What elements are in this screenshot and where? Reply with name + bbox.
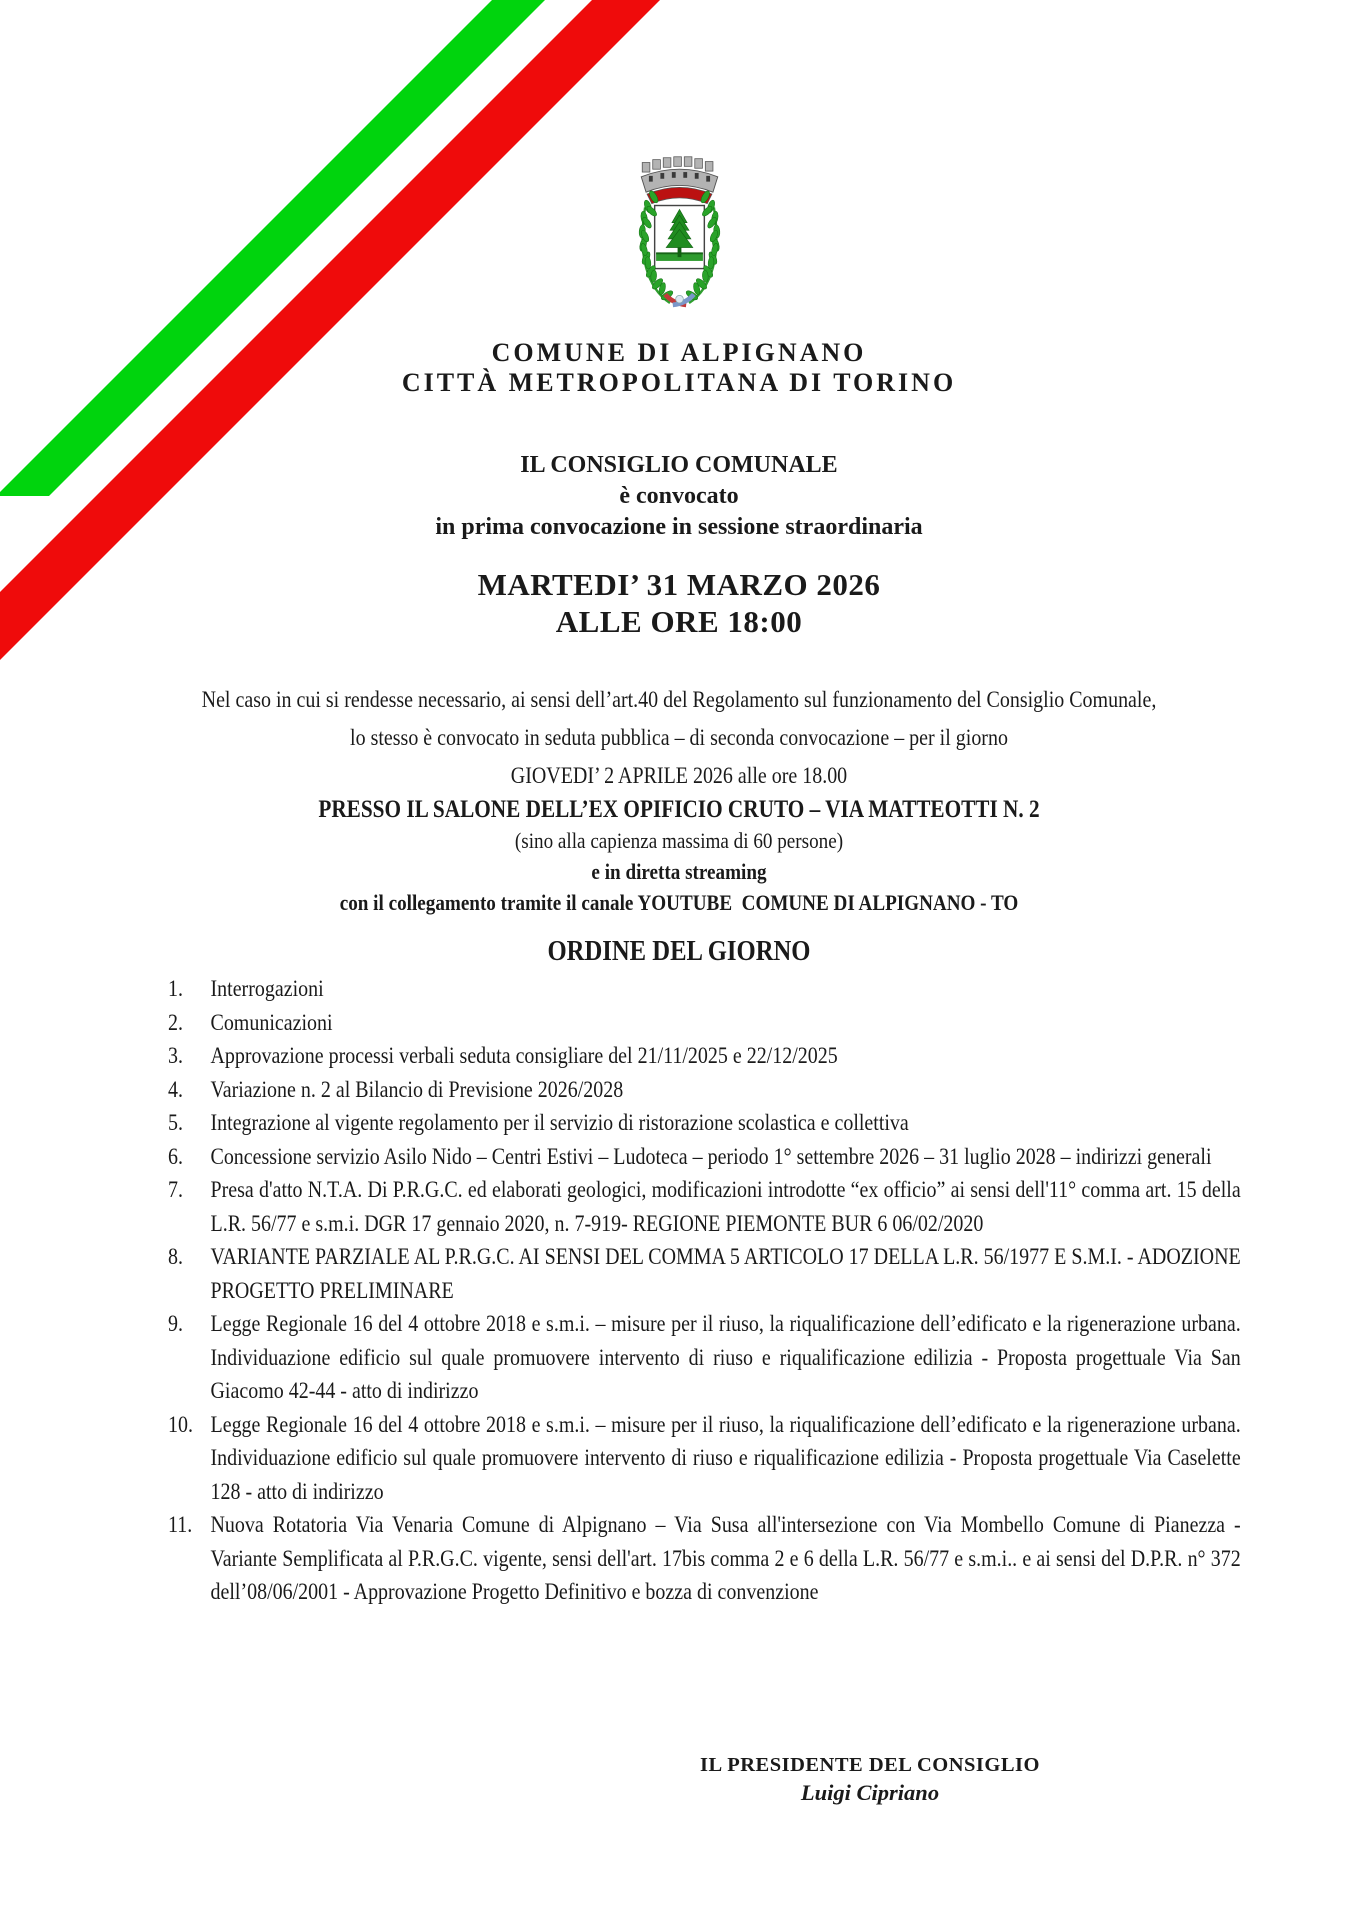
second-call-line: Nel caso in cui si rendesse necessario, ai sensi dell’art.40 del Regolamento sul funzionamento del Consiglio Comunale,	[201, 687, 1157, 713]
meeting-time: ALLE ORE 18:00	[555, 604, 803, 639]
agenda-item	[168, 1308, 1241, 1409]
agenda-item	[168, 1409, 1241, 1510]
agenda-item-text: Presa d'atto N.T.A. Di P.R.G.C. ed elaborati geologici, modificazioni introdotte “ex officio” ai sensi dell'11° comma art. 15 della L.R. 56/77 e s.m.i. DGR 17 gennaio 2020, n. 7-919- REGIONE PIEMONTE BUR 6 06/02/2020	[210, 1177, 1241, 1237]
second-call-date: GIOVEDI’ 2 APRILE 2026 alle ore 18.00	[510, 763, 848, 789]
shield-pine-tree-icon	[655, 206, 705, 269]
agenda-item	[168, 1241, 1241, 1308]
green-stripe	[0, 0, 545, 496]
agenda-item-text: Approvazione processi verbali seduta consigliare del 21/11/2025 e 22/12/2025	[210, 1043, 838, 1069]
agenda-item-number: 1.	[168, 976, 183, 1002]
agenda-item-text: VARIANTE PARZIALE AL P.R.G.C. AI SENSI DEL COMMA 5 ARTICOLO 17 DELLA L.R. 56/1977 E S.M.I. - ADOZIONE PROGETTO PRELIMINARE	[210, 1244, 1241, 1304]
streaming-note: e in diretta streaming	[591, 859, 767, 884]
second-call-line: lo stesso è convocato in seduta pubblica – di seconda convocazione – per il giorno	[350, 725, 1008, 751]
agenda-item-number: 9.	[168, 1311, 183, 1337]
council-title: IL CONSIGLIO COMUNALE	[520, 452, 838, 478]
session-type: in prima convocazione in sessione straordinaria	[435, 514, 923, 540]
venue-address: PRESSO IL SALONE DELL’EX OPIFICIO CRUTO – VIA MATTEOTTI N. 2	[318, 796, 1040, 823]
agenda-item-number: 4.	[168, 1076, 183, 1103]
agenda-item-number: 3.	[168, 1043, 183, 1069]
signatory-role: IL PRESIDENTE DEL CONSIGLIO	[700, 1754, 1040, 1776]
agenda-item-text: Interrogazioni	[210, 976, 324, 1002]
convocation-statement	[0, 450, 1358, 543]
agenda-item-number: 7.	[168, 1177, 183, 1203]
signatory-name: Luigi Cipriano	[800, 1780, 940, 1805]
agenda-title: ORDINE DEL GIORNO	[547, 935, 811, 967]
agenda-item-text: Comunicazioni	[210, 1009, 333, 1036]
meeting-date-heading	[0, 566, 1358, 640]
venue-capacity: (sino alla capienza massima di 60 persone)	[514, 828, 844, 853]
agenda-item-text: Legge Regionale 16 del 4 ottobre 2018 e s.m.i. – misure per il riuso, la riqualificazione dell’edificato e la rigenerazione urbana. Individuazione edificio sul quale promuovere intervento di riuso e riqualificazione edilizia - Proposta progettuale Via Caselette 128 - atto di indirizzo	[210, 1411, 1241, 1505]
agenda-item	[168, 1040, 1241, 1074]
agenda-item-text: Concessione servizio Asilo Nido – Centri Estivi – Ludoteca – periodo 1° settembre 2026 – 31 luglio 2028 – indirizzi generali	[210, 1143, 1212, 1170]
agenda-item-text: Nuova Rotatoria Via Venaria Comune di Alpignano – Via Susa all'intersezione con Via Mombello Comune di Pianezza - Variante Semplificata al P.R.G.C. vigente, sensi dell'art. 17bis comma 2 e 6 della L.R. 56/77 e s.m.i.. e ai sensi del D.P.R. n° 372 dell’08/06/2001 - Approvazione Progetto Definitivo e bozza di convenzione	[210, 1512, 1241, 1605]
agenda-item-number: 11.	[168, 1512, 193, 1538]
agenda-item-number: 6.	[168, 1143, 183, 1170]
agenda-item-text: Variazione n. 2 al Bilancio di Previsione 2026/2028	[210, 1076, 624, 1103]
agenda-item-number: 2.	[168, 1009, 183, 1036]
agenda-item-text: Legge Regionale 16 del 4 ottobre 2018 e s.m.i. – misure per il riuso, la riqualificazione dell’edificato e la rigenerazione urbana. Individuazione edificio sul quale promuovere intervento di riuso e riqualificazione edilizia - Proposta progettuale Via San Giacomo 42-44 - atto di indirizzo	[210, 1311, 1241, 1404]
ribbon-knot	[676, 295, 684, 303]
venue-block	[102, 794, 1256, 918]
agenda-item-number: 5.	[168, 1110, 183, 1136]
youtube-channel-note: con il collegamento tramite il canale YOUTUBE COMUNE DI ALPIGNANO - TO	[339, 890, 1019, 915]
agenda-item	[168, 973, 1241, 1007]
convocation-verb: è convocato	[619, 483, 739, 509]
second-call-paragraph	[102, 681, 1256, 795]
municipality-name: COMUNE DI ALPIGNANO	[491, 338, 867, 367]
agenda-item	[168, 1107, 1241, 1141]
agenda-list	[168, 973, 1241, 1610]
agenda-item	[168, 1174, 1241, 1241]
province-name: CITTÀ METROPOLITANA DI TORINO	[401, 368, 957, 397]
red-stripe	[0, 0, 660, 660]
document-header	[0, 338, 1358, 398]
agenda-item	[168, 1141, 1241, 1175]
agenda-item-number: 8.	[168, 1244, 183, 1270]
agenda-item	[168, 1509, 1241, 1610]
municipal-coat-of-arms	[612, 152, 747, 324]
agenda-item-text: Integrazione al vigente regolamento per il servizio di ristorazione scolastica e collettiva	[210, 1110, 909, 1136]
agenda-item	[168, 1074, 1241, 1108]
agenda-item	[168, 1007, 1241, 1041]
signature-block	[570, 1752, 1170, 1806]
agenda-item-number: 10.	[168, 1411, 193, 1438]
meeting-date: MARTEDI’ 31 MARZO 2026	[477, 567, 881, 602]
